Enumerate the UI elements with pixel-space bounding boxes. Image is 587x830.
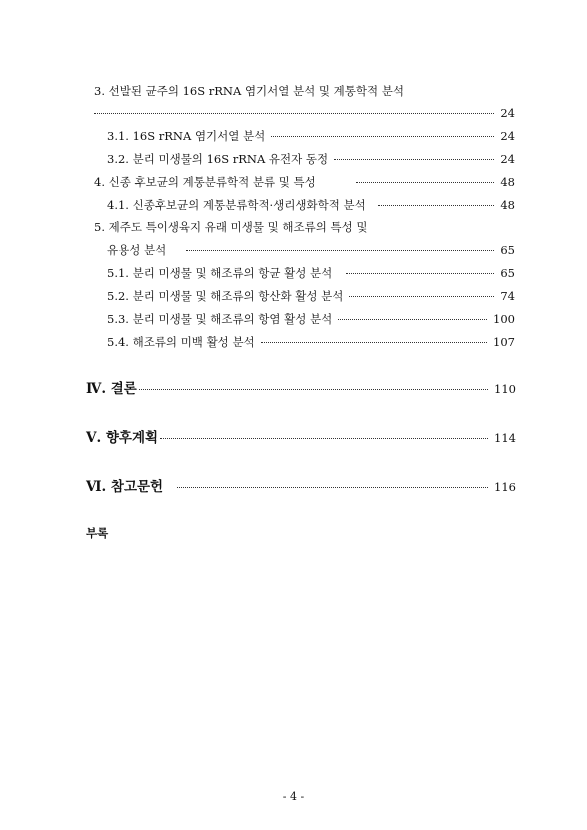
toc-chapter-5[interactable] [86, 432, 516, 446]
toc-page-number: 74 [500, 289, 515, 303]
toc-page-number: 114 [494, 431, 516, 445]
toc-leader-dots [160, 438, 488, 439]
toc-item-5-4[interactable] [107, 337, 515, 349]
toc-item-title: 5.3. 분리 미생물 및 해조류의 항염 활성 분석 [107, 312, 333, 326]
toc-chapter-title: Ⅵ. 참고문헌 [86, 479, 164, 495]
toc-item-4-1[interactable] [107, 200, 515, 212]
toc-leader-dots [356, 182, 495, 183]
toc-chapter-title: Ⅳ. 결론 [86, 381, 137, 397]
toc-item-5-3[interactable] [107, 314, 515, 326]
toc-item-4[interactable] [94, 177, 515, 189]
toc-leader-dots [177, 487, 488, 488]
toc-page-number: 65 [500, 266, 515, 280]
toc-page-number: 24 [500, 152, 515, 166]
toc-leader-dots [378, 205, 495, 206]
toc-leader-dots [346, 273, 494, 274]
page-number-footer: - 4 - [282, 790, 305, 803]
toc-item-title: 5.2. 분리 미생물 및 해조류의 항산화 활성 분석 [107, 289, 344, 303]
toc-chapter-title: Ⅴ. 향후계획 [86, 430, 159, 446]
toc-page-number: 116 [494, 480, 516, 494]
toc-item-title: 3.1. 16S rRNA 염기서열 분석 [107, 129, 266, 143]
toc-chapter-title: 부록 [86, 526, 109, 540]
toc-item-title: 3.2. 분리 미생물의 16S rRNA 유전자 동정 [107, 152, 329, 166]
toc-item-title: 5. 제주도 특이생육지 유래 미생물 및 해조류의 특성 및 [94, 220, 368, 234]
toc-leader-dots [338, 319, 487, 320]
toc-page-number: 107 [493, 335, 515, 349]
toc-leader-dots [334, 159, 494, 160]
toc-appendix[interactable] [86, 528, 108, 540]
toc-leader-dots [271, 136, 494, 137]
toc-page-number: 24 [500, 106, 515, 120]
toc-page-number: 100 [493, 312, 515, 326]
toc-page-number: 65 [500, 243, 515, 257]
toc-item-5-continuation[interactable] [107, 245, 515, 257]
toc-item-title: 5.4. 해조류의 미백 활성 분석 [107, 335, 255, 349]
toc-item-title: 5.1. 분리 미생물 및 해조류의 항균 활성 분석 [107, 266, 333, 280]
toc-item-3-1[interactable] [107, 131, 515, 143]
toc-leader-dots [349, 296, 494, 297]
toc-page-number: 48 [500, 175, 515, 189]
toc-leader-dots [139, 389, 488, 390]
toc-page-number: 48 [500, 198, 515, 212]
toc-item-3-2[interactable] [107, 154, 515, 166]
toc-item-title: 유용성 분석 [107, 243, 167, 257]
toc-item-5[interactable] [94, 222, 368, 234]
toc-page-number: 24 [500, 129, 515, 143]
toc-page-number: 110 [494, 382, 516, 396]
toc-item-5-2[interactable] [107, 291, 515, 303]
toc-item-title: 3. 선발된 균주의 16S rRNA 염기서열 분석 및 계통학적 분석 [94, 84, 404, 98]
toc-item-3-continuation[interactable] [94, 108, 515, 120]
toc-item-title: 4. 신종 후보균의 계통분류학적 분류 및 특성 [94, 175, 316, 189]
toc-item-title: 4.1. 신종후보균의 계통분류학적·생리생화학적 분석 [107, 198, 366, 212]
toc-item-5-1[interactable] [107, 268, 515, 280]
toc-item-3[interactable] [94, 86, 404, 98]
toc-leader-dots [94, 113, 494, 114]
toc-chapter-4[interactable] [86, 383, 516, 397]
toc-leader-dots [186, 250, 494, 251]
toc-chapter-6[interactable] [86, 481, 516, 495]
toc-leader-dots [261, 342, 487, 343]
